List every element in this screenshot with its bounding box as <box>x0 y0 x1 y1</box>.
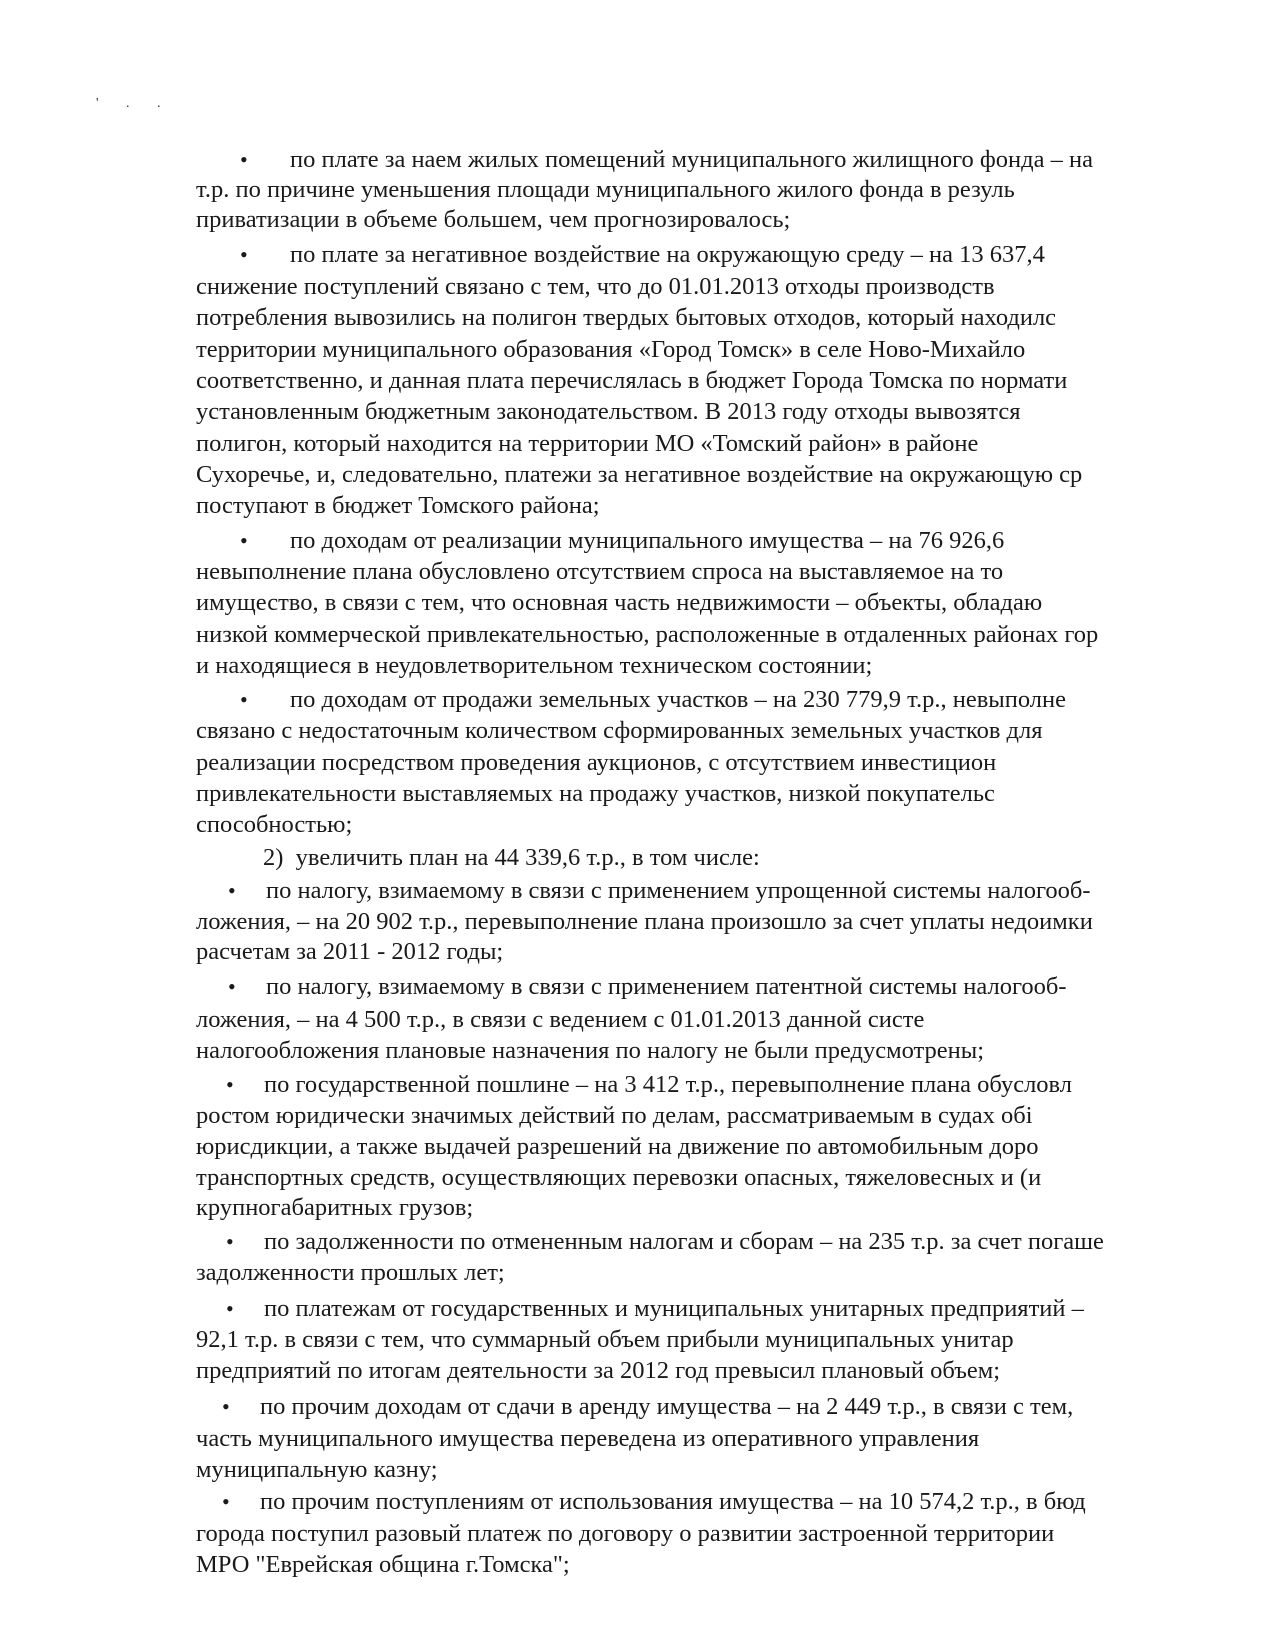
paragraph-line: расчетам за 2011 - 2012 годы; <box>196 938 504 965</box>
bullet-icon: • <box>226 1072 234 1097</box>
paragraph-line: территории муниципального образования «Город Томск» в селе Ново-Михайло <box>196 336 1026 363</box>
paragraph-line: • по прочим поступлениям от использования имущества – на 10 574,2 т.р., в бюд <box>222 1488 1086 1515</box>
paragraph-line: снижение поступлений связано с тем, что до 01.01.2013 отходы производств <box>196 273 995 300</box>
paragraph-line: т.р. по причине уменьшения площади муниципального жилого фонда в резуль <box>196 176 1015 203</box>
paragraph-line: • по плате за наем жилых помещений муниципального жилищного фонда – на <box>240 146 1093 173</box>
paragraph-line: • по платежам от государственных и муниципальных унитарных предприятий – <box>226 1295 1084 1322</box>
paragraph-line: • по плате за негативное воздействие на окружающую среду – на 13 637,4 <box>240 241 1045 268</box>
item-number: 2) <box>263 844 284 871</box>
paragraph-line: соответственно, и данная плата перечислялась в бюджет Города Томска по нормати <box>196 367 1068 394</box>
scan-artifact-mark: ' . . <box>96 96 173 111</box>
paragraph-line: способностью; <box>196 811 353 838</box>
paragraph-line: низкой коммерческой привлекательностью, расположенные в отдаленных районах гор <box>196 621 1099 648</box>
paragraph-line: • по налогу, взимаемому в связи с применением патентной системы налогооб- <box>228 973 1067 1000</box>
paragraph-line: ложения, – на 20 902 т.р., перевыполнение плана произошло за счет уплаты недоимки <box>196 908 1093 935</box>
paragraph-line: налогообложения плановые назначения по налогу не были предусмотрены; <box>196 1037 985 1064</box>
paragraph-line: поступают в бюджет Томского района; <box>196 492 600 519</box>
paragraph-line: • по налогу, взимаемому в связи с применением упрощенной системы налогооб- <box>228 877 1091 904</box>
numbered-item-line: 2) увеличить план на 44 339,6 т.р., в том числе: <box>263 844 760 871</box>
paragraph-line: задолженности прошлых лет; <box>196 1259 505 1286</box>
paragraph-line: невыполнение плана обусловлено отсутствием спроса на выставляемое на то <box>196 558 1004 585</box>
paragraph-line: ростом юридически значимых действий по делам, рассматриваемым в судах обі <box>196 1102 1033 1129</box>
paragraph-line: реализации посредством проведения аукционов, с отсутствием инвестицион <box>196 749 997 776</box>
bullet-icon: • <box>240 528 248 553</box>
paragraph-line: ложения, – на 4 500 т.р., в связи с ведением с 01.01.2013 данной систе <box>196 1006 925 1033</box>
bullet-icon: • <box>222 1489 230 1514</box>
paragraph-line: потребления вывозились на полигон твердых бытовых отходов, который находилс <box>196 304 1057 331</box>
bullet-icon: • <box>222 1394 230 1419</box>
bullet-icon: • <box>228 878 236 903</box>
paragraph-line: привлекательности выставляемых на продажу участков, низкой покупательс <box>196 780 995 807</box>
paragraph-line: часть муниципального имущества переведена из оперативного управления <box>196 1425 980 1452</box>
paragraph-line: • по задолженности по отмененным налогам и сборам – на 235 т.р. за счет погаше <box>226 1228 1104 1255</box>
paragraph-line: Сухоречье, и, следовательно, платежи за негативное воздействие на окружающую ср <box>196 461 1083 488</box>
bullet-icon: • <box>226 1296 234 1321</box>
paragraph-line: крупногабаритных грузов; <box>196 1194 474 1221</box>
paragraph-line: • по государственной пошлине – на 3 412 т.р., перевыполнение плана обусловл <box>226 1071 1073 1098</box>
paragraph-line: 92,1 т.р. в связи с тем, что суммарный объем прибыли муниципальных унитар <box>196 1326 1014 1353</box>
paragraph-line: города поступил разовый платеж по договору о развитии застроенной территории <box>196 1520 1055 1547</box>
paragraph-line: предприятий по итогам деятельности за 2012 год превысил плановый объем; <box>196 1357 1001 1384</box>
paragraph-line: муниципальную казну; <box>196 1456 438 1483</box>
paragraph-line: юрисдикции, а также выдачей разрешений на движение по автомобильным доро <box>196 1133 1039 1160</box>
paragraph-line: транспортных средств, осуществляющих перевозки опасных, тяжеловесных и (и <box>196 1164 1042 1191</box>
paragraph-line: и находящиеся в неудовлетворительном техническом состоянии; <box>196 652 873 679</box>
paragraph-line: приватизации в объеме большем, чем прогнозировалось; <box>196 206 791 233</box>
paragraph-line: имущество, в связи с тем, что основная часть недвижимости – объекты, обладаю <box>196 589 1043 616</box>
paragraph-line: • по прочим доходам от сдачи в аренду имущества – на 2 449 т.р., в связи с тем, <box>222 1393 1074 1420</box>
bullet-icon: • <box>240 242 248 267</box>
paragraph-line: • по доходам от реализации муниципального имущества – на 76 926,6 <box>240 527 1005 554</box>
bullet-icon: • <box>226 1229 234 1254</box>
bullet-icon: • <box>240 687 248 712</box>
paragraph-line: установленным бюджетным законодательством. В 2013 году отходы вывозятся <box>196 398 1021 425</box>
bullet-icon: • <box>228 974 236 999</box>
paragraph-line: • по доходам от продажи земельных участков – на 230 779,9 т.р., невыполне <box>240 686 1066 713</box>
paragraph-line: полигон, который находится на территории МО «Томский район» в районе <box>196 430 979 457</box>
paragraph-line: связано с недостаточным количеством сформированных земельных участков для <box>196 717 1043 744</box>
paragraph-line: МРО "Еврейская община г.Томска"; <box>196 1551 570 1578</box>
bullet-icon: • <box>240 147 248 172</box>
